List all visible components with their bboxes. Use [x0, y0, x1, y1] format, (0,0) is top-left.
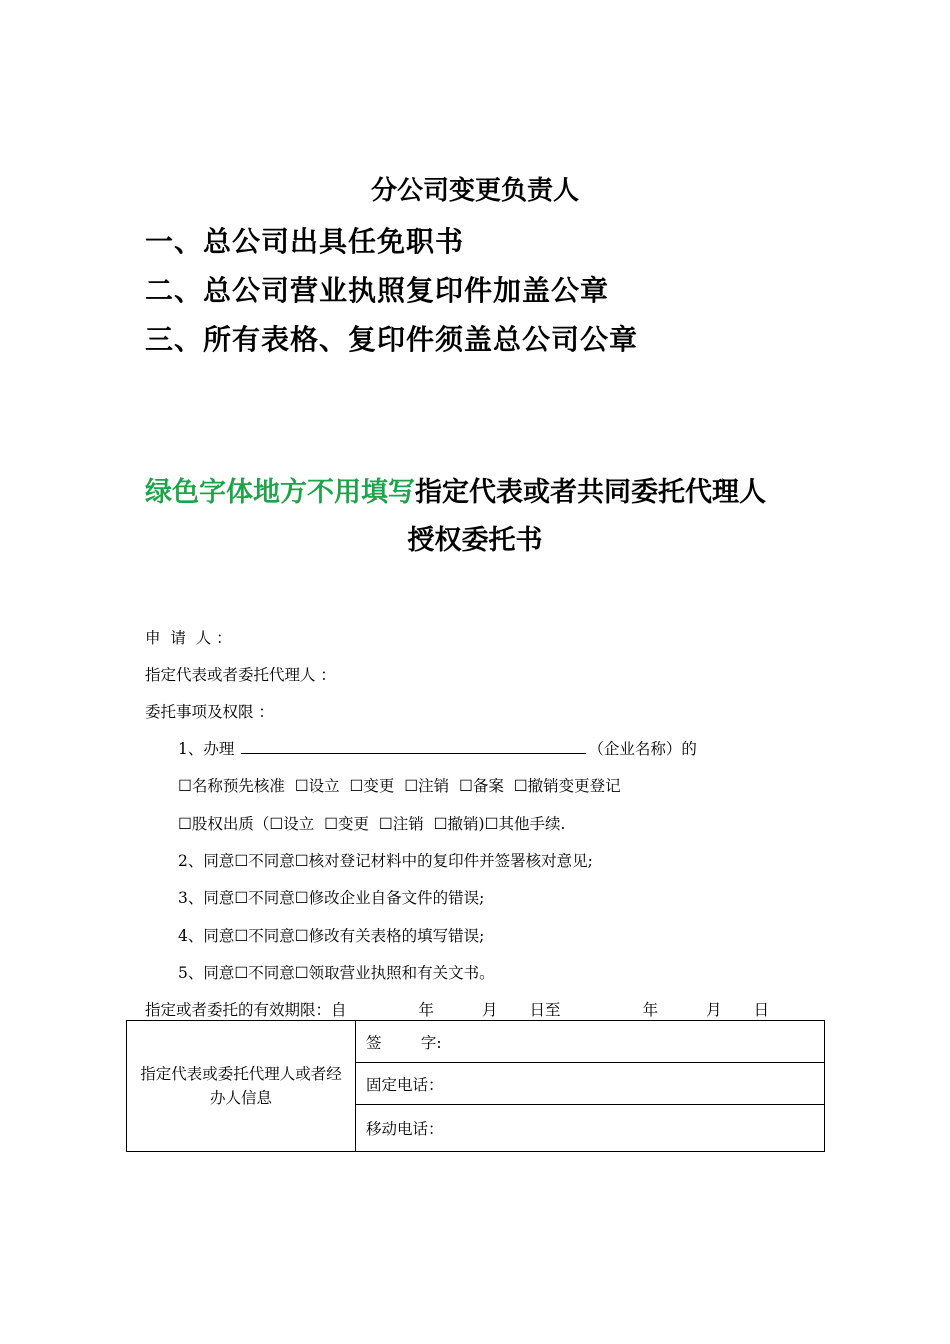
- matter-2[interactable]: 2、同意☐不同意☐核对登记材料中的复印件并签署核对意见;: [178, 852, 593, 870]
- requirement-1: 一、总公司出具任免职书: [145, 225, 465, 258]
- fixed-phone-field[interactable]: 固定电话：: [356, 1063, 825, 1105]
- validity-line: [145, 998, 769, 1020]
- matter-4[interactable]: 4、同意☐不同意☐修改有关表格的填写错误;: [178, 927, 485, 945]
- matter-1-options[interactable]: ☐名称预先核准 ☐设立 ☐变更 ☐注销 ☐备案 ☐撤销变更登记: [178, 777, 621, 795]
- agent-label: 指定代表或者委托代理人 ：: [145, 666, 336, 684]
- company-name-blank[interactable]: [241, 739, 586, 754]
- section1-title: 分公司变更负责人: [370, 176, 579, 206]
- green-note: 绿色字体地方不用填写: [145, 477, 415, 508]
- agent-info-table: [126, 1020, 825, 1152]
- matter-3[interactable]: 3、同意☐不同意☐修改企业自备文件的错误;: [178, 889, 485, 907]
- requirement-2: 二、总公司营业执照复印件加盖公章: [145, 274, 610, 307]
- validity-label: 指定或者委托的有效期限：自: [145, 1001, 347, 1019]
- scope-label: 委托事项及权限 ：: [145, 703, 274, 721]
- validity-year2: 年: [642, 1001, 659, 1019]
- matter-1-suffix: （企业名称）的: [588, 740, 697, 758]
- applicant-label: 申 请 人 ：: [145, 629, 232, 647]
- matter-1-options2[interactable]: ☐股权出质（☐设立 ☐变更 ☐注销 ☐撤销)☐其他手续.: [178, 815, 566, 833]
- validity-month: 月: [482, 1001, 498, 1019]
- validity-day-to: 日至: [529, 1001, 561, 1019]
- matter-1: [178, 737, 697, 759]
- form-title-text: 指定代表或者共同委托代理人: [415, 477, 766, 508]
- requirement-3: 三、所有表格、复印件须盖总公司公章: [145, 323, 639, 356]
- matter-5[interactable]: 5、同意☐不同意☐领取营业执照和有关文书。: [178, 964, 495, 982]
- form-title-line1: [145, 470, 766, 509]
- validity-day2: 日: [753, 1001, 770, 1019]
- form-title-line2: 授权委托书: [407, 525, 543, 556]
- agent-info-label: 指定代表或委托代理人或者经办人信息: [127, 1021, 356, 1152]
- signature-field[interactable]: 签 字:: [356, 1021, 825, 1063]
- matter-1-prefix: 1、办理: [178, 740, 235, 758]
- mobile-phone-field[interactable]: 移动电话：: [356, 1105, 825, 1152]
- validity-month2: 月: [706, 1001, 722, 1019]
- validity-year: 年: [418, 1001, 435, 1019]
